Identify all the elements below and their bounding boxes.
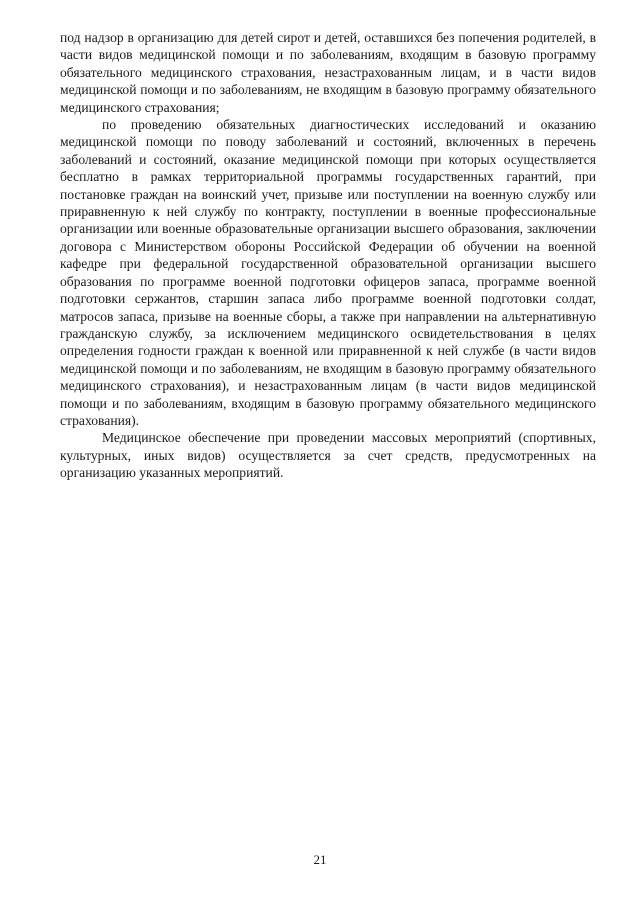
paragraph-military-registration: по проведению обязательных диагностических исследований и оказанию медицинской помощи по поводу заболеваний и состояний, включенных в перечень заболеваний и состояний, оказание медицинской помощи при которых осуществляется бесплатно в рамках территориальной программы государственных гарантий, при постановке граждан на воинский учет, призыве или поступлении на военную службу или приравненную к ней службу по контракту, поступлении в военные профессиональные организации или военные образовательные организации высшего образования, заключении договора с Министерством обороны Российской Федерации об обучении на военной кафедре при федеральной государственной образовательной организации высшего образования по программе военной подготовки офицеров запаса, программе военной подготовки сержантов, старшин запаса либо программе военной подготовки солдат, матросов запаса, призыве на военные сборы, а также при направлении на альтернативную гражданскую службу, за исключением медицинского освидетельствования в целях определения годности граждан к военной или приравненной к ней службе (в части видов медицинской помощи и по заболеваниям, не входящим в базовую программу обязательного медицинского страхования), и незастрахованным лицам (в части видов медицинской помощи и по заболеваниям, входящим в базовую программу обязательного медицинского страхования). bbox=[60, 117, 596, 428]
paragraph-continuation: под надзор в организацию для детей сирот и детей, оставшихся без попечения родителей, в части видов медицинской помощи и по заболеваниям, входящим в базовую программу обязательного медицинского страхования, незастрахованным лицам, и в части видов медицинской помощи и по заболеваниям, не входящим в базовую программу обязательного медицинского страхования; bbox=[60, 30, 596, 115]
page-number: 21 bbox=[313, 852, 327, 867]
body-text bbox=[60, 29, 596, 482]
paragraph-mass-events: Медицинское обеспечение при проведении массовых мероприятий (спортивных, культурных, иных видов) осуществляется за счет средств, предусмотренных на организацию указанных мероприятий. bbox=[60, 430, 596, 481]
